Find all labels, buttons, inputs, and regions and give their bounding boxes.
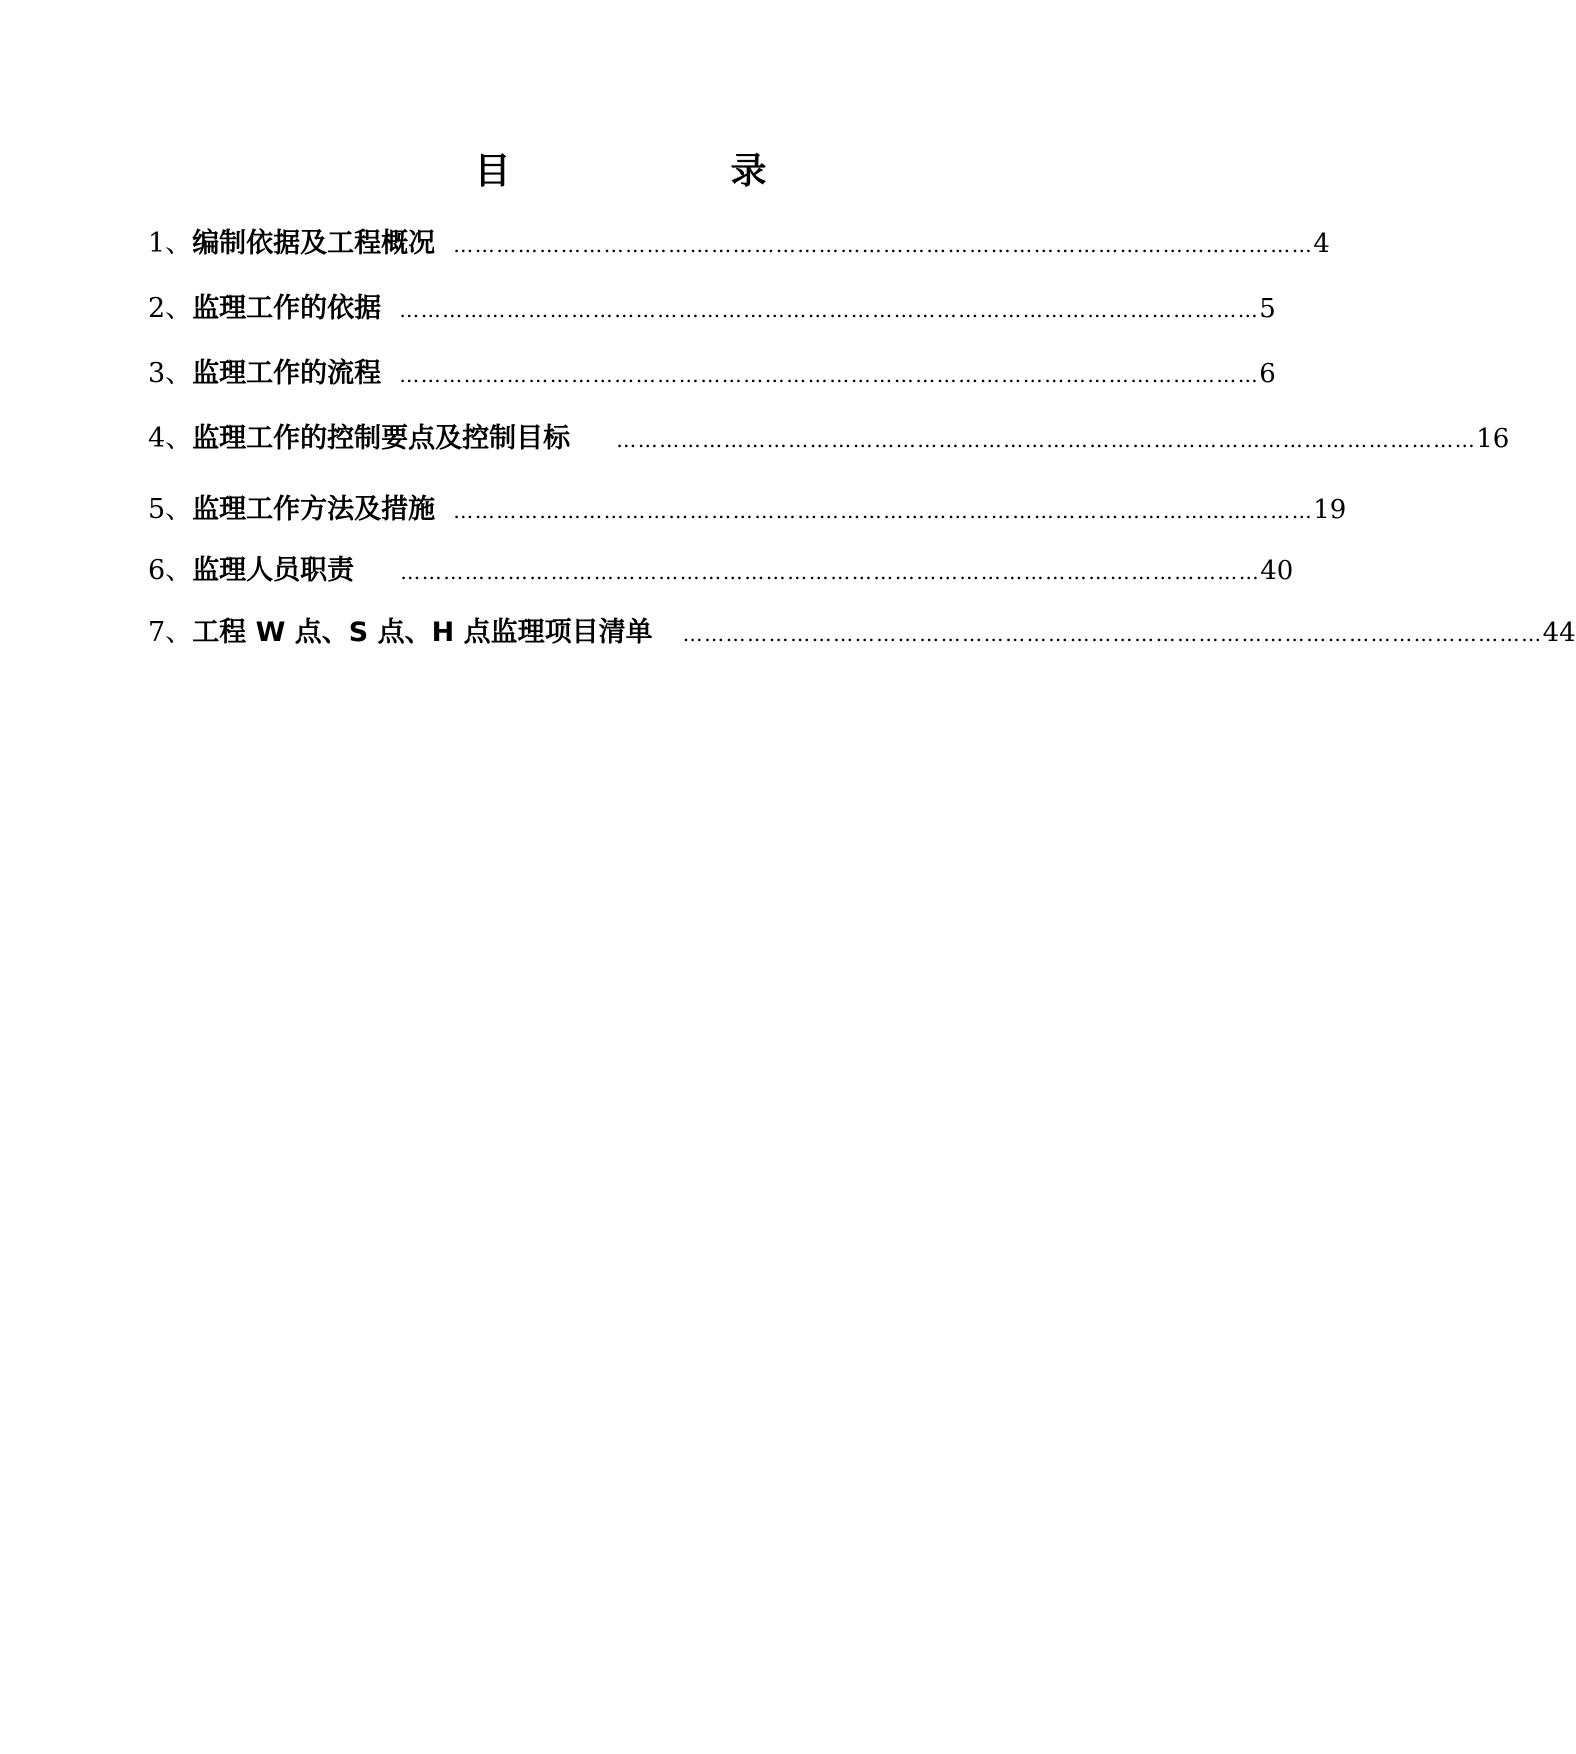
toc-entry-title: 监理工作方法及措施 [192,494,436,525]
toc-entry-page: 5 [1259,294,1276,324]
toc-leader-dots: ………………………………………………………………………………………………………… [399,363,1260,387]
toc-entry[interactable] [148,551,1294,591]
toc-leader-dots: ………………………………………………………………………………………………………… [682,622,1543,646]
toc-entry-title: 编制依据及工程概况 [192,228,436,259]
toc-entry-title: 监理人员职责 [192,555,355,586]
toc-entry-number: 3、 [148,358,193,389]
toc-entry-page: 4 [1313,229,1330,259]
toc-entry-number: 6、 [148,555,193,586]
toc-entry-page: 40 [1260,556,1294,586]
toc-entry[interactable] [148,613,1576,653]
toc-entry-title: 监理工作的流程 [192,358,382,389]
toc-entry[interactable] [148,354,1276,394]
toc-entry-number: 7、 [148,617,193,648]
toc-leader-dots: ………………………………………………………………………………………………………… [616,428,1477,452]
toc-entry-number: 1、 [148,228,193,259]
toc-entry[interactable] [148,289,1276,329]
toc-leader-dots: ………………………………………………………………………………………………………… [453,499,1314,523]
toc-leader-dots: ………………………………………………………………………………………………………… [453,233,1314,257]
toc-leader-dots: ………………………………………………………………………………………………………… [400,560,1261,584]
toc-entry[interactable] [148,224,1330,264]
toc-entry-number: 5、 [148,494,193,525]
toc-entry[interactable] [148,490,1347,530]
toc-entry[interactable] [148,419,1510,459]
toc-entry-number: 2、 [148,293,193,324]
toc-entry-page: 16 [1476,424,1510,454]
toc-entry-title: 监理工作的控制要点及控制目标 [192,423,571,454]
toc-entry-number: 4、 [148,423,193,454]
toc-entry-page: 6 [1259,359,1276,389]
toc-entry-title: 工程 W 点、S 点、H 点监理项目清单 [192,617,653,648]
toc-leader-dots: ………………………………………………………………………………………………………… [399,298,1260,322]
page-title: 目 录 [474,151,859,192]
toc-entry-page: 44 [1542,618,1576,648]
toc-entry-title: 监理工作的依据 [192,293,382,324]
toc-entry-page: 19 [1313,495,1347,525]
